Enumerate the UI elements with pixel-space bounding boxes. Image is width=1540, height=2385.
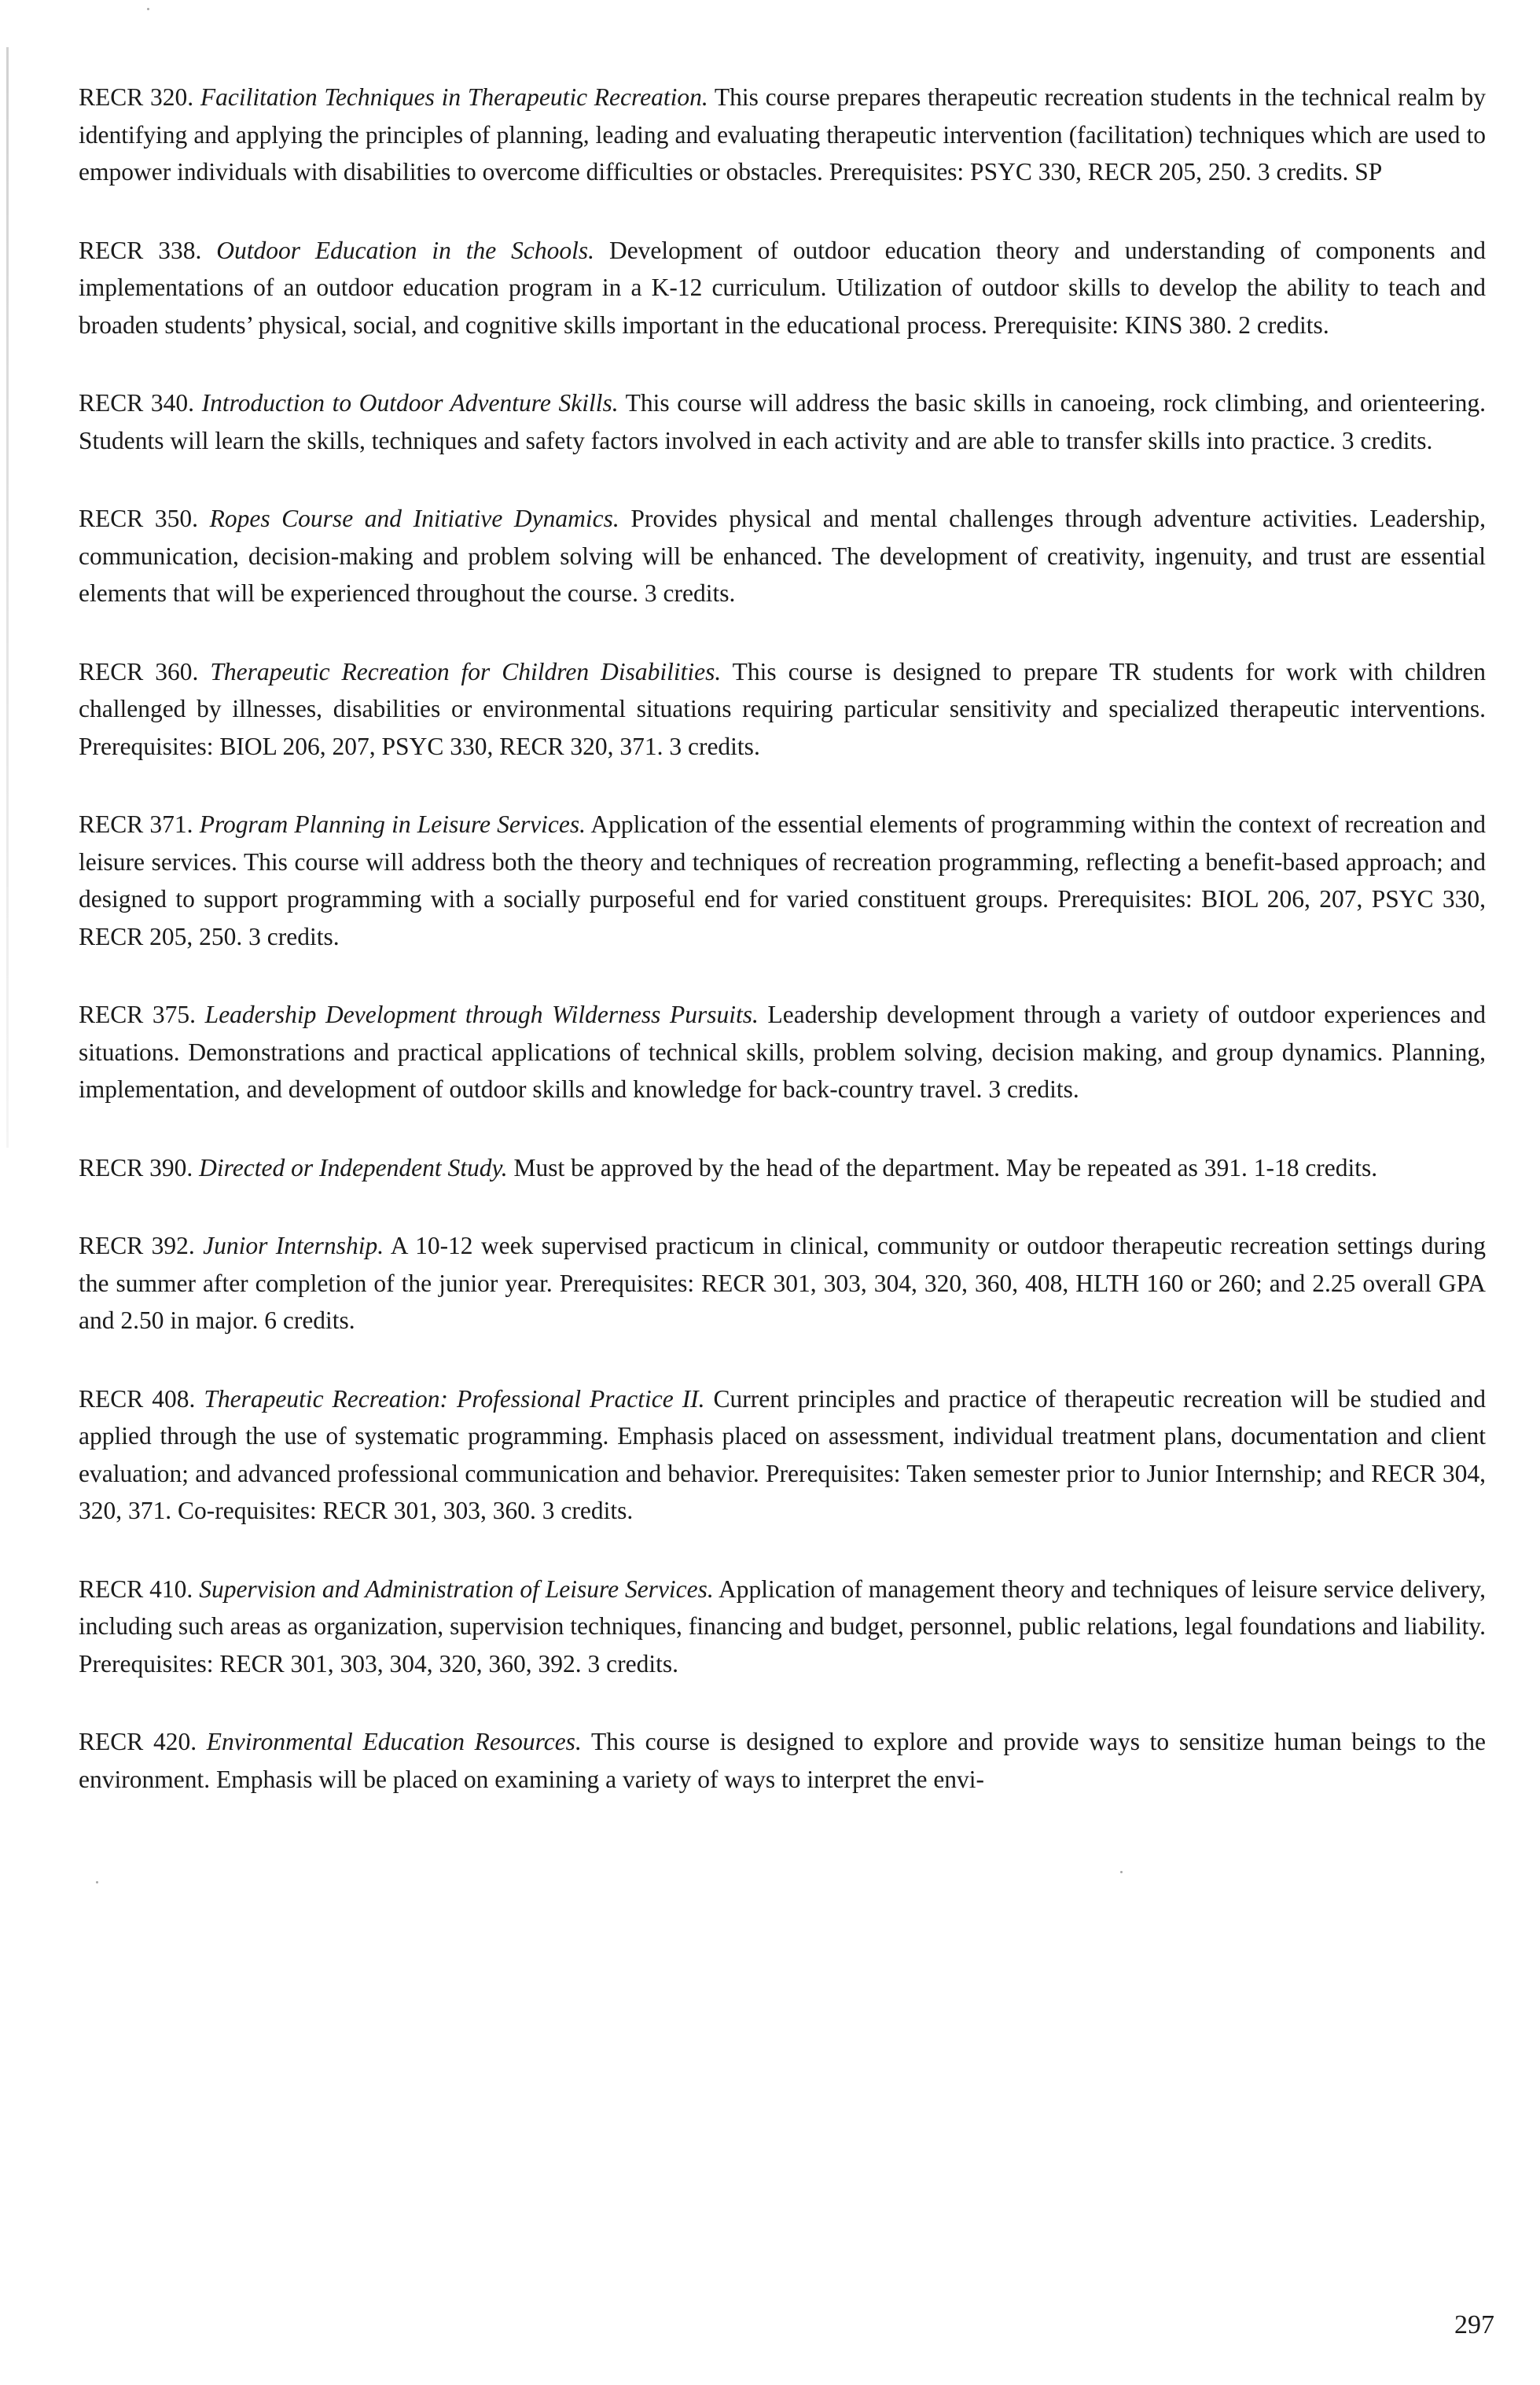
course-entry-recr-420 xyxy=(79,1723,1486,1798)
course-description: This course is designed to explore and provide ways to sensitize human beings to the environment. Emphasis will be placed on examining a variety of ways to interpret the envi- xyxy=(79,1728,1486,1793)
course-description: Application of the essential elements of programming within the context of recreation and leisure services. This course will address both the theory and techniques of recreation programming, reflecting a benefit-based approach; and designed to support programming with a socially purposeful end for varied constituent groups. Prerequisites: BIOL 206, 207, PSYC 330, RECR 205, 250. 3 credits. xyxy=(79,810,1487,950)
scan-speck xyxy=(147,8,149,10)
course-code: RECR 410. xyxy=(79,1575,193,1603)
course-description: Must be approved by the head of the department. May be repeated as 391. 1-18 credits. xyxy=(513,1153,1378,1181)
course-title: Introduction to Outdoor Adventure Skills. xyxy=(201,389,619,417)
course-description: Provides physical and mental challenges through adventure activities. Leadership, communication, decision-making and problem solving will be enhanced. The development of creativity, ingenuity, and trust are essential elements that will be experienced throughout the course. 3 credits. xyxy=(79,505,1487,607)
course-code: RECR 371. xyxy=(79,810,193,838)
course-title: Junior Internship. xyxy=(203,1232,384,1259)
course-description: This course is designed to prepare TR students for work with children challenged by illnesses, disabilities or environmental situations requiring particular sensitivity and specialized therapeutic interventions. Prerequisites: BIOL 206, 207, PSYC 330, RECR 320, 371. 3 credits. xyxy=(79,657,1486,760)
scan-edge-shadow xyxy=(6,47,9,1148)
course-description: Application of management theory and techniques of leisure service delivery, including such areas as organization, supervision techniques, financing and budget, personnel, public relations, legal foundations and liability. Prerequisites: RECR 301, 303, 304, 320, 360, 392. 3 credits. xyxy=(79,1575,1487,1678)
course-entry-recr-410 xyxy=(79,1571,1486,1683)
course-entry-recr-340 xyxy=(79,384,1486,459)
course-description: Leadership development through a variety of outdoor experiences and situations. Demonstrations and practical applications of technical skills, problem solving, decision making, and group dynamics. Planning, implementation, and development of outdoor skills and knowledge for back-country travel. 3 credits. xyxy=(79,1001,1487,1103)
course-description: A 10-12 week supervised practicum in clinical, community or outdoor therapeutic recreation settings during the summer after completion of the junior year. Prerequisites: RECR 301, 303, 304, 320, 360, 408, HLTH 160 or 260; and 2.25 overall GPA and 2.50 in major. 6 credits. xyxy=(79,1232,1487,1334)
course-description: Development of outdoor education theory and understanding of components and implementations of an outdoor education program in a K-12 curriculum. Utilization of outdoor skills to develop the ability to teach and broaden students’ physical, social, and cognitive skills important in the educational process. Prerequisite: KINS 380. 2 credits. xyxy=(79,236,1486,339)
page-number: 297 xyxy=(1454,2310,1494,2339)
course-entry-recr-338 xyxy=(79,232,1486,344)
course-code: RECR 320. xyxy=(79,83,194,111)
course-entry-recr-375 xyxy=(79,996,1486,1108)
course-entry-recr-392 xyxy=(79,1227,1486,1339)
course-title: Ropes Course and Initiative Dynamics. xyxy=(209,505,619,532)
course-description: Current principles and practice of therapeutic recreation will be studied and applied through the use of systematic programming. Emphasis placed on assessment, individual treatment plans, documentation and client evaluation; and advanced professional communication and behavior. Prerequisites: Taken semester prior to Junior Internship; and RECR 304, 320, 371. Co-requisites: RECR 301, 303, 360. 3 credits. xyxy=(79,1384,1486,1524)
course-code: RECR 360. xyxy=(79,657,199,685)
course-title: Environmental Education Resources. xyxy=(206,1728,582,1755)
course-code: RECR 375. xyxy=(79,1001,197,1028)
course-title: Leadership Development through Wilderness Pursuits. xyxy=(204,1001,759,1028)
course-code: RECR 408. xyxy=(79,1384,196,1413)
course-code: RECR 420. xyxy=(79,1728,197,1755)
course-description: This course prepares therapeutic recreation students in the technical realm by identifying and applying the principles of planning, leading and evaluating therapeutic intervention (facilitation) techniques which are used to empower individuals with disabilities to overcome difficulties or obstacles. Prerequisites: PSYC 330, RECR 205, 250. 3 credits. SP xyxy=(79,83,1487,186)
course-title: Directed or Independent Study. xyxy=(199,1153,508,1181)
course-title: Therapeutic Recreation: Professional Practice II. xyxy=(204,1384,705,1413)
course-code: RECR 340. xyxy=(79,389,195,417)
course-title: Program Planning in Leisure Services. xyxy=(199,810,586,838)
scan-speck xyxy=(1120,1871,1123,1873)
course-entry-recr-371 xyxy=(79,806,1486,955)
course-description: This course will address the basic skills in canoeing, rock climbing, and orienteering. Students will learn the skills, techniques and safety factors involved in each activity and are able to transfer skills into practice. 3 credits. xyxy=(79,389,1487,454)
course-list xyxy=(79,79,1486,1839)
course-title: Therapeutic Recreation for Children Disabilities. xyxy=(210,657,722,685)
course-title: Outdoor Education in the Schools. xyxy=(216,236,595,264)
course-entry-recr-390 xyxy=(79,1149,1486,1187)
course-code: RECR 390. xyxy=(79,1153,193,1181)
course-code: RECR 350. xyxy=(79,505,198,532)
scan-speck xyxy=(96,1881,98,1883)
course-title: Facilitation Techniques in Therapeutic Recreation. xyxy=(200,83,708,111)
course-entry-recr-360 xyxy=(79,653,1486,766)
course-code: RECR 392. xyxy=(79,1232,195,1259)
course-entry-recr-408 xyxy=(79,1380,1486,1530)
course-entry-recr-320 xyxy=(79,79,1486,191)
course-title: Supervision and Administration of Leisure Services. xyxy=(199,1575,714,1603)
course-entry-recr-350 xyxy=(79,500,1486,612)
course-code: RECR 338. xyxy=(79,236,202,264)
